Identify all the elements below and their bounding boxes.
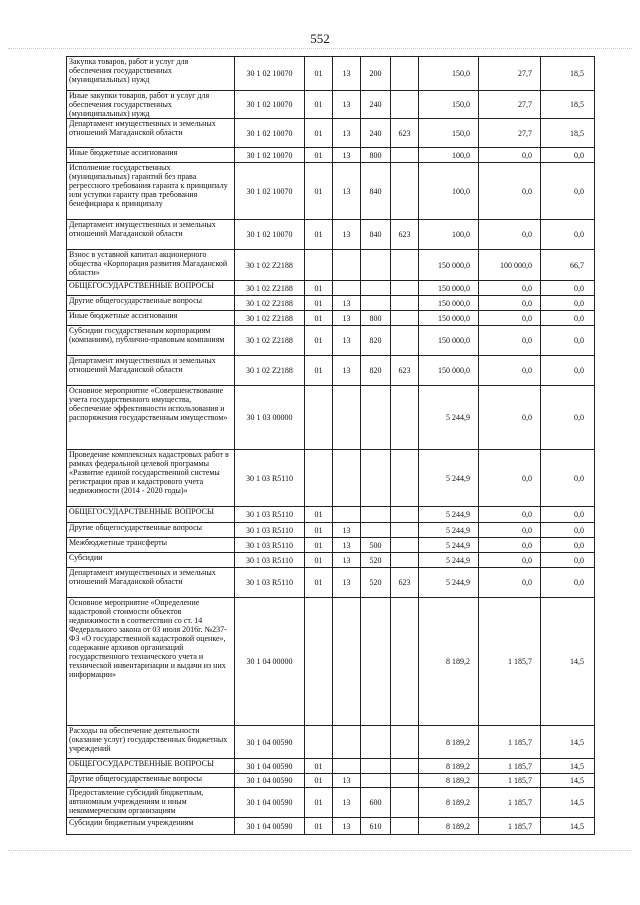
table-row — [67, 523, 595, 538]
row-name-cell: Расходы на обеспечение деятельности (оказание услуг) государственных бюджетных учреждений — [67, 726, 235, 759]
row-admin-code-cell — [391, 250, 419, 281]
row-plan-cell: 5 244,9 — [419, 553, 479, 568]
table-row — [67, 788, 595, 818]
row-percent-cell: 14,5 — [541, 726, 595, 759]
row-percent-cell: 0,0 — [541, 326, 595, 356]
row-percent-cell: 0,0 — [541, 386, 595, 450]
row-plan-cell: 8 189,2 — [419, 818, 479, 835]
row-fact-cell: 0,0 — [479, 523, 541, 538]
row-percent-cell: 18,5 — [541, 119, 595, 148]
row-section-cell: 01 — [305, 281, 333, 296]
row-code-cell: 30 1 03 R5110 — [235, 568, 305, 598]
row-expense-type-cell — [361, 523, 391, 538]
row-plan-cell: 5 244,9 — [419, 538, 479, 553]
row-code-cell: 30 1 02 10070 — [235, 119, 305, 148]
row-expense-type-cell: 600 — [361, 788, 391, 818]
table-row — [67, 91, 595, 119]
row-code-cell: 30 1 04 00590 — [235, 788, 305, 818]
row-admin-code-cell — [391, 523, 419, 538]
row-code-cell: 30 1 02 10070 — [235, 163, 305, 220]
table-row — [67, 250, 595, 281]
row-fact-cell: 0,0 — [479, 450, 541, 507]
row-fact-cell: 0,0 — [479, 311, 541, 326]
row-percent-cell: 0,0 — [541, 220, 595, 250]
row-subsection-cell: 13 — [333, 148, 361, 163]
table-row — [67, 119, 595, 148]
row-admin-code-cell: 623 — [391, 356, 419, 386]
row-name-cell: Закупка товаров, работ и услуг для обеспечения государственных (муниципальных) нужд — [67, 57, 235, 91]
row-subsection-cell — [333, 250, 361, 281]
row-code-cell: 30 1 02 Z2188 — [235, 281, 305, 296]
row-expense-type-cell: 240 — [361, 119, 391, 148]
table-row — [67, 296, 595, 311]
row-percent-cell: 0,0 — [541, 311, 595, 326]
row-admin-code-cell — [391, 326, 419, 356]
row-fact-cell: 0,0 — [479, 281, 541, 296]
row-expense-type-cell — [361, 759, 391, 774]
row-section-cell: 01 — [305, 311, 333, 326]
row-percent-cell: 0,0 — [541, 281, 595, 296]
row-admin-code-cell: 623 — [391, 220, 419, 250]
row-subsection-cell: 13 — [333, 788, 361, 818]
row-admin-code-cell — [391, 386, 419, 450]
row-section-cell: 01 — [305, 148, 333, 163]
row-name-cell: Основное мероприятие «Определение кадастровой стоимости объектов недвижимости в соответствии со ст. 14 Федерального закона от 03 июля 2016г. №237-ФЗ «О государственной кадастровой оценке», содержание архивов организаций государственного технического учета и технической инвентаризации и выдачи из них информации» — [67, 598, 235, 726]
row-plan-cell: 8 189,2 — [419, 788, 479, 818]
row-name-cell: ОБЩЕГОСУДАРСТВЕННЫЕ ВОПРОСЫ — [67, 281, 235, 296]
row-section-cell: 01 — [305, 91, 333, 119]
row-percent-cell: 0,0 — [541, 148, 595, 163]
row-admin-code-cell — [391, 163, 419, 220]
row-admin-code-cell — [391, 818, 419, 835]
row-plan-cell: 8 189,2 — [419, 726, 479, 759]
table-row — [67, 726, 595, 759]
row-name-cell: Департамент имущественных и земельных отношений Магаданской области — [67, 119, 235, 148]
row-fact-cell: 1 185,7 — [479, 774, 541, 788]
row-plan-cell: 150 000,0 — [419, 281, 479, 296]
row-subsection-cell: 13 — [333, 91, 361, 119]
row-section-cell — [305, 726, 333, 759]
row-expense-type-cell — [361, 774, 391, 788]
row-section-cell — [305, 450, 333, 507]
row-subsection-cell: 13 — [333, 57, 361, 91]
row-subsection-cell: 13 — [333, 818, 361, 835]
row-section-cell: 01 — [305, 57, 333, 91]
row-subsection-cell: 13 — [333, 553, 361, 568]
table-row — [67, 538, 595, 553]
row-subsection-cell — [333, 507, 361, 523]
table-row — [67, 774, 595, 788]
row-expense-type-cell: 840 — [361, 163, 391, 220]
row-percent-cell: 18,5 — [541, 57, 595, 91]
row-name-cell: Взнос в уставной капитал акционерного общества «Корпорация развития Магаданской области» — [67, 250, 235, 281]
row-name-cell: Иные бюджетные ассигнования — [67, 311, 235, 326]
row-plan-cell: 100,0 — [419, 163, 479, 220]
row-name-cell: Субсидии государственным корпорациям (компаниям), публично-правовым компаниям — [67, 326, 235, 356]
row-plan-cell: 150,0 — [419, 119, 479, 148]
row-admin-code-cell — [391, 296, 419, 311]
row-plan-cell: 5 244,9 — [419, 568, 479, 598]
table-body — [67, 57, 595, 835]
row-code-cell: 30 1 03 R5110 — [235, 507, 305, 523]
row-admin-code-cell — [391, 759, 419, 774]
row-plan-cell: 8 189,2 — [419, 759, 479, 774]
row-plan-cell: 150 000,0 — [419, 326, 479, 356]
row-section-cell: 01 — [305, 759, 333, 774]
row-fact-cell: 1 185,7 — [479, 759, 541, 774]
row-section-cell: 01 — [305, 356, 333, 386]
row-name-cell: Иные закупки товаров, работ и услуг для обеспечения государственных (муниципальных) нужд — [67, 91, 235, 119]
row-name-cell: Другие общегосударственные вопросы — [67, 296, 235, 311]
row-percent-cell: 14,5 — [541, 788, 595, 818]
row-fact-cell: 1 185,7 — [479, 598, 541, 726]
row-percent-cell: 14,5 — [541, 774, 595, 788]
row-section-cell: 01 — [305, 538, 333, 553]
row-section-cell: 01 — [305, 818, 333, 835]
row-admin-code-cell — [391, 553, 419, 568]
row-subsection-cell: 13 — [333, 119, 361, 148]
row-plan-cell: 150 000,0 — [419, 356, 479, 386]
row-percent-cell: 66,7 — [541, 250, 595, 281]
scan-noise-bottom — [8, 850, 632, 851]
row-fact-cell: 0,0 — [479, 553, 541, 568]
row-expense-type-cell — [361, 726, 391, 759]
page-number: 552 — [310, 31, 330, 46]
row-fact-cell: 0,0 — [479, 386, 541, 450]
row-section-cell: 01 — [305, 568, 333, 598]
row-admin-code-cell — [391, 148, 419, 163]
row-section-cell: 01 — [305, 788, 333, 818]
row-section-cell: 01 — [305, 296, 333, 311]
row-fact-cell: 0,0 — [479, 356, 541, 386]
row-admin-code-cell: 623 — [391, 568, 419, 598]
row-code-cell: 30 1 04 00000 — [235, 598, 305, 726]
row-code-cell: 30 1 04 00590 — [235, 774, 305, 788]
row-percent-cell: 0,0 — [541, 163, 595, 220]
row-code-cell: 30 1 02 Z2188 — [235, 326, 305, 356]
row-code-cell: 30 1 02 Z2188 — [235, 356, 305, 386]
row-fact-cell: 1 185,7 — [479, 818, 541, 835]
row-code-cell: 30 1 03 R5110 — [235, 538, 305, 553]
row-percent-cell: 0,0 — [541, 523, 595, 538]
row-expense-type-cell: 240 — [361, 91, 391, 119]
row-code-cell: 30 1 03 R5110 — [235, 523, 305, 538]
row-section-cell — [305, 386, 333, 450]
row-subsection-cell — [333, 598, 361, 726]
budget-table — [66, 56, 595, 835]
row-section-cell — [305, 250, 333, 281]
row-section-cell: 01 — [305, 326, 333, 356]
row-code-cell: 30 1 03 00000 — [235, 386, 305, 450]
row-plan-cell: 5 244,9 — [419, 450, 479, 507]
row-expense-type-cell — [361, 281, 391, 296]
row-section-cell: 01 — [305, 774, 333, 788]
row-plan-cell: 8 189,2 — [419, 598, 479, 726]
row-expense-type-cell: 840 — [361, 220, 391, 250]
row-section-cell: 01 — [305, 119, 333, 148]
row-subsection-cell — [333, 450, 361, 507]
row-expense-type-cell: 520 — [361, 553, 391, 568]
row-name-cell: Иные бюджетные ассигнования — [67, 148, 235, 163]
row-fact-cell: 1 185,7 — [479, 788, 541, 818]
row-section-cell: 01 — [305, 220, 333, 250]
row-fact-cell: 100 000,0 — [479, 250, 541, 281]
row-admin-code-cell — [391, 774, 419, 788]
row-percent-cell: 14,5 — [541, 759, 595, 774]
row-fact-cell: 0,0 — [479, 568, 541, 598]
table-row — [67, 568, 595, 598]
row-fact-cell: 0,0 — [479, 148, 541, 163]
row-percent-cell: 0,0 — [541, 568, 595, 598]
row-admin-code-cell — [391, 57, 419, 91]
row-code-cell: 30 1 02 10070 — [235, 91, 305, 119]
row-name-cell: Департамент имущественных и земельных отношений Магаданской области — [67, 568, 235, 598]
table-row — [67, 386, 595, 450]
row-subsection-cell: 13 — [333, 163, 361, 220]
table-row — [67, 281, 595, 296]
row-code-cell: 30 1 02 Z2188 — [235, 296, 305, 311]
row-expense-type-cell: 820 — [361, 356, 391, 386]
row-plan-cell: 150 000,0 — [419, 311, 479, 326]
row-name-cell: Департамент имущественных и земельных отношений Магаданской области — [67, 356, 235, 386]
row-expense-type-cell: 610 — [361, 818, 391, 835]
row-code-cell: 30 1 04 00590 — [235, 759, 305, 774]
row-admin-code-cell — [391, 538, 419, 553]
row-expense-type-cell — [361, 450, 391, 507]
row-fact-cell: 0,0 — [479, 326, 541, 356]
row-plan-cell: 5 244,9 — [419, 386, 479, 450]
row-expense-type-cell: 820 — [361, 326, 391, 356]
row-section-cell: 01 — [305, 523, 333, 538]
row-fact-cell: 27,7 — [479, 119, 541, 148]
scan-noise-top — [8, 48, 632, 49]
row-subsection-cell — [333, 386, 361, 450]
row-subsection-cell: 13 — [333, 774, 361, 788]
table-row — [67, 311, 595, 326]
row-subsection-cell: 13 — [333, 326, 361, 356]
row-fact-cell: 0,0 — [479, 507, 541, 523]
row-code-cell: 30 1 02 Z2188 — [235, 250, 305, 281]
row-percent-cell: 14,5 — [541, 818, 595, 835]
table-row — [67, 57, 595, 91]
row-code-cell: 30 1 02 Z2188 — [235, 311, 305, 326]
row-percent-cell: 0,0 — [541, 507, 595, 523]
row-percent-cell: 14,5 — [541, 598, 595, 726]
row-admin-code-cell — [391, 311, 419, 326]
row-plan-cell: 150,0 — [419, 57, 479, 91]
row-fact-cell: 0,0 — [479, 538, 541, 553]
row-expense-type-cell: 800 — [361, 311, 391, 326]
row-expense-type-cell — [361, 507, 391, 523]
row-plan-cell: 150 000,0 — [419, 296, 479, 311]
row-name-cell: Департамент имущественных и земельных отношений Магаданской области — [67, 220, 235, 250]
table-row — [67, 326, 595, 356]
row-expense-type-cell: 500 — [361, 538, 391, 553]
row-admin-code-cell — [391, 91, 419, 119]
row-subsection-cell: 13 — [333, 568, 361, 598]
row-name-cell: ОБЩЕГОСУДАРСТВЕННЫЕ ВОПРОСЫ — [67, 759, 235, 774]
row-name-cell: Основное мероприятие «Совершенствование учета государственного имущества, обеспечение эффективности использования и распоряжения государственным имуществом» — [67, 386, 235, 450]
row-code-cell: 30 1 02 10070 — [235, 220, 305, 250]
row-subsection-cell — [333, 281, 361, 296]
table-row — [67, 163, 595, 220]
table-row — [67, 450, 595, 507]
table-row — [67, 553, 595, 568]
row-percent-cell: 0,0 — [541, 553, 595, 568]
row-percent-cell: 0,0 — [541, 450, 595, 507]
row-subsection-cell: 13 — [333, 523, 361, 538]
row-name-cell: Другие общегосударственные вопросы — [67, 523, 235, 538]
row-code-cell: 30 1 04 00590 — [235, 726, 305, 759]
row-subsection-cell: 13 — [333, 538, 361, 553]
row-admin-code-cell — [391, 281, 419, 296]
row-expense-type-cell: 520 — [361, 568, 391, 598]
row-code-cell: 30 1 02 10070 — [235, 148, 305, 163]
table-row — [67, 356, 595, 386]
row-plan-cell: 100,0 — [419, 148, 479, 163]
row-plan-cell: 5 244,9 — [419, 523, 479, 538]
row-percent-cell: 0,0 — [541, 538, 595, 553]
row-name-cell: Субсидии — [67, 553, 235, 568]
row-percent-cell: 0,0 — [541, 296, 595, 311]
row-plan-cell: 150 000,0 — [419, 250, 479, 281]
row-admin-code-cell — [391, 726, 419, 759]
row-admin-code-cell: 623 — [391, 119, 419, 148]
row-section-cell: 01 — [305, 163, 333, 220]
row-fact-cell: 1 185,7 — [479, 726, 541, 759]
table-row — [67, 818, 595, 835]
row-fact-cell: 0,0 — [479, 220, 541, 250]
row-name-cell: Межбюджетные трансферты — [67, 538, 235, 553]
table-row — [67, 759, 595, 774]
row-percent-cell: 0,0 — [541, 356, 595, 386]
table-row — [67, 220, 595, 250]
row-code-cell: 30 1 04 00590 — [235, 818, 305, 835]
row-section-cell: 01 — [305, 553, 333, 568]
row-plan-cell: 5 244,9 — [419, 507, 479, 523]
row-subsection-cell: 13 — [333, 220, 361, 250]
row-name-cell: Исполнение государственных (муниципальных) гарантий без права регрессного требования гаранта к принципалу или уступки гаранту прав требования бенефициара к принципалу — [67, 163, 235, 220]
row-fact-cell: 27,7 — [479, 91, 541, 119]
row-name-cell: ОБЩЕГОСУДАРСТВЕННЫЕ ВОПРОСЫ — [67, 507, 235, 523]
row-subsection-cell: 13 — [333, 356, 361, 386]
row-percent-cell: 18,5 — [541, 91, 595, 119]
row-code-cell: 30 1 03 R5110 — [235, 553, 305, 568]
row-subsection-cell — [333, 726, 361, 759]
row-section-cell — [305, 598, 333, 726]
row-expense-type-cell — [361, 250, 391, 281]
row-section-cell: 01 — [305, 507, 333, 523]
row-admin-code-cell — [391, 788, 419, 818]
row-name-cell: Предоставление субсидий бюджетным, автономным учреждениям и иным некоммерческим организациям — [67, 788, 235, 818]
row-name-cell: Проведение комплексных кадастровых работ в рамках федеральной целевой программы «Развитие единой государственной системы регистрации прав и кадастрового учета недвижимости (2014 - 2020 годы)» — [67, 450, 235, 507]
row-fact-cell: 0,0 — [479, 296, 541, 311]
table-row — [67, 598, 595, 726]
row-subsection-cell: 13 — [333, 296, 361, 311]
table-row — [67, 507, 595, 523]
row-expense-type-cell — [361, 296, 391, 311]
row-expense-type-cell: 200 — [361, 57, 391, 91]
row-admin-code-cell — [391, 598, 419, 726]
row-subsection-cell — [333, 759, 361, 774]
row-code-cell: 30 1 03 R5110 — [235, 450, 305, 507]
table-row — [67, 148, 595, 163]
row-subsection-cell: 13 — [333, 311, 361, 326]
row-admin-code-cell — [391, 450, 419, 507]
row-plan-cell: 150,0 — [419, 91, 479, 119]
row-name-cell: Субсидии бюджетным учреждениям — [67, 818, 235, 835]
row-fact-cell: 27,7 — [479, 57, 541, 91]
row-fact-cell: 0,0 — [479, 163, 541, 220]
row-admin-code-cell — [391, 507, 419, 523]
row-expense-type-cell — [361, 386, 391, 450]
row-expense-type-cell: 800 — [361, 148, 391, 163]
row-expense-type-cell — [361, 598, 391, 726]
row-plan-cell: 8 189,2 — [419, 774, 479, 788]
row-plan-cell: 100,0 — [419, 220, 479, 250]
row-code-cell: 30 1 02 10070 — [235, 57, 305, 91]
row-name-cell: Другие общегосударственные вопросы — [67, 774, 235, 788]
